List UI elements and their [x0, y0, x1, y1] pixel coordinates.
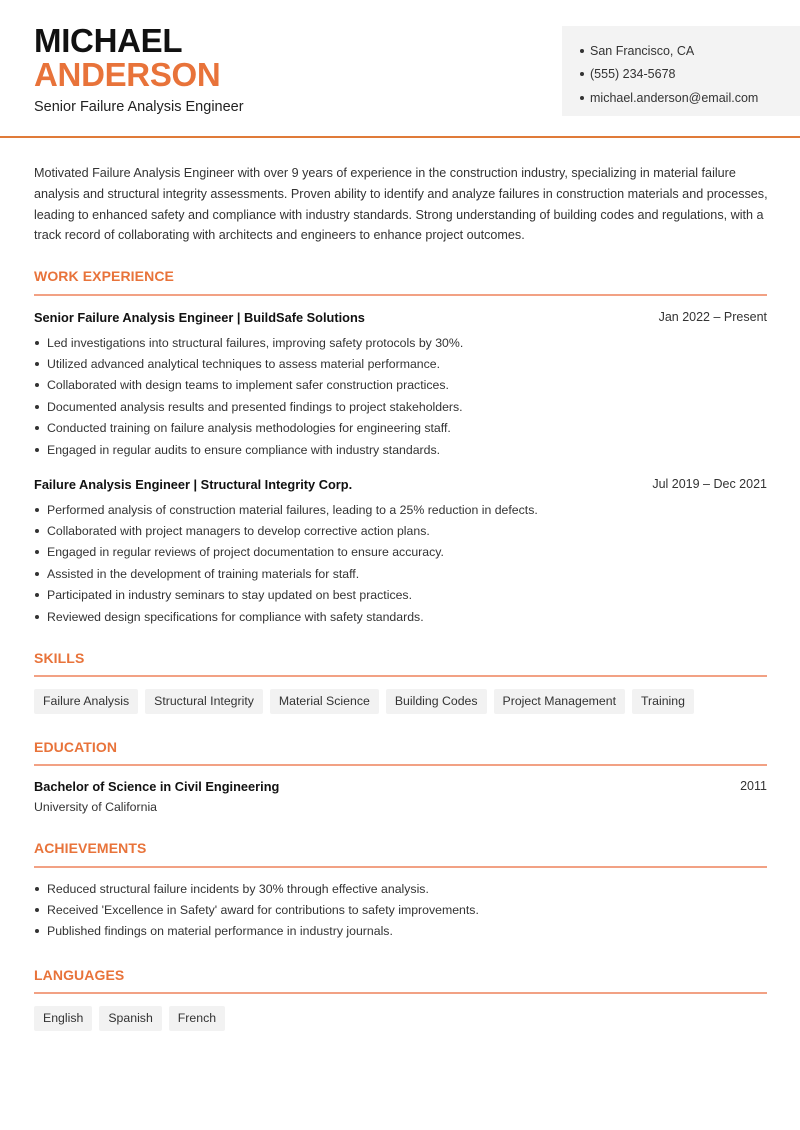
contact-location: [580, 39, 800, 63]
job-title: Senior Failure Analysis Engineer: [34, 99, 244, 115]
bullet-icon: [35, 426, 39, 430]
job-dates: Jan 2022 – Present: [658, 310, 767, 324]
section-divider: [34, 866, 767, 868]
section-title-languages: LANGUAGES: [34, 967, 125, 983]
bullet-icon: [580, 72, 584, 76]
bullet-icon: [35, 529, 39, 533]
job-header: [34, 477, 767, 492]
job-dates: Jul 2019 – Dec 2021: [652, 477, 767, 491]
list-item: Conducted training on failure analysis methodologies for engineering staff.: [34, 418, 767, 439]
bullet-icon: [35, 448, 39, 452]
section-title-education: EDUCATION: [34, 739, 118, 755]
last-name: ANDERSON: [34, 56, 221, 93]
bullet-icon: [35, 908, 39, 912]
skill-chip: Training: [632, 689, 694, 714]
job-role: Failure Analysis Engineer | Structural Integrity Corp.: [34, 477, 353, 492]
list-item: Engaged in regular audits to ensure compliance with industry standards.: [34, 439, 767, 460]
contact-box: [562, 26, 800, 116]
bullet-icon: [35, 383, 39, 387]
section-divider: [34, 675, 767, 677]
list-item: Reduced structural failure incidents by 30% through effective analysis.: [34, 878, 767, 899]
contact-email[interactable]: [580, 86, 800, 110]
graduation-year: 2011: [740, 779, 767, 793]
list-item: Reviewed design specifications for compliance with safety standards.: [34, 606, 767, 627]
list-item: Engaged in regular reviews of project documentation to ensure accuracy.: [34, 542, 767, 563]
list-item: Received 'Excellence in Safety' award for contributions to safety improvements.: [34, 899, 767, 920]
skills-list: [34, 689, 694, 714]
list-item: Published findings on material performance in industry journals.: [34, 921, 767, 942]
section-divider: [34, 294, 767, 296]
contact-location-text: San Francisco, CA: [590, 43, 695, 58]
job-bullets: [34, 332, 767, 460]
skill-chip: Material Science: [270, 689, 379, 714]
bullet-icon: [35, 550, 39, 554]
bullet-icon: [35, 508, 39, 512]
list-item: Collaborated with design teams to implement safer construction practices.: [34, 375, 767, 396]
bullet-icon: [35, 615, 39, 619]
bullet-icon: [580, 49, 584, 53]
skill-chip: Project Management: [494, 689, 625, 714]
list-item: Utilized advanced analytical techniques to assess material performance.: [34, 353, 767, 374]
section-title-skills: SKILLS: [34, 650, 85, 666]
section-divider: [34, 992, 767, 994]
skill-chip: Failure Analysis: [34, 689, 138, 714]
job-role: Senior Failure Analysis Engineer | BuildSafe Solutions: [34, 310, 365, 325]
bullet-icon: [35, 572, 39, 576]
contact-phone: [580, 63, 800, 87]
contact-phone-text: (555) 234-5678: [590, 67, 676, 82]
section-title-achievements: ACHIEVEMENTS: [34, 840, 147, 856]
profile-summary: Motivated Failure Analysis Engineer with over 9 years of experience in the construction industry, specializing in material failure analysis and structural integrity assessments. Proven ability to identify and analyze failures in construction materials and processes, leading to enhanced safety and compliance with industry standards. Strong understanding of building codes and regulations, with a track record of collaborating with architects and engineers to enhance project outcomes.: [34, 166, 768, 243]
language-chip: French: [169, 1006, 225, 1031]
list-item: Documented analysis results and presented findings to project stakeholders.: [34, 396, 767, 417]
list-item: Assisted in the development of training materials for staff.: [34, 563, 767, 584]
language-chip: English: [34, 1006, 92, 1031]
contact-email-text[interactable]: michael.anderson@email.com: [590, 90, 759, 105]
job-bullets: [34, 499, 767, 627]
bullet-icon: [35, 341, 39, 345]
bullet-icon: [35, 362, 39, 366]
bullet-icon: [35, 593, 39, 597]
language-chip: Spanish: [99, 1006, 161, 1031]
list-item: Participated in industry seminars to stay updated on best practices.: [34, 585, 767, 606]
degree: Bachelor of Science in Civil Engineering: [34, 779, 280, 794]
education-header: [34, 779, 767, 794]
section-title-work: WORK EXPERIENCE: [34, 268, 174, 284]
skill-chip: Structural Integrity: [145, 689, 263, 714]
first-name: MICHAEL: [34, 22, 183, 59]
achievements-list: [34, 878, 767, 942]
list-item: Performed analysis of construction material failures, leading to a 25% reduction in defects.: [34, 499, 767, 520]
skill-chip: Building Codes: [386, 689, 487, 714]
list-item: Led investigations into structural failures, improving safety protocols by 30%.: [34, 332, 767, 353]
list-item: Collaborated with project managers to develop corrective action plans.: [34, 520, 767, 541]
bullet-icon: [35, 887, 39, 891]
bullet-icon: [35, 405, 39, 409]
resume-header: [0, 0, 800, 138]
school-name: University of California: [34, 800, 158, 814]
bullet-icon: [35, 929, 39, 933]
languages-list: [34, 1006, 225, 1031]
bullet-icon: [580, 96, 584, 100]
job-header: [34, 310, 767, 325]
section-divider: [34, 764, 767, 766]
